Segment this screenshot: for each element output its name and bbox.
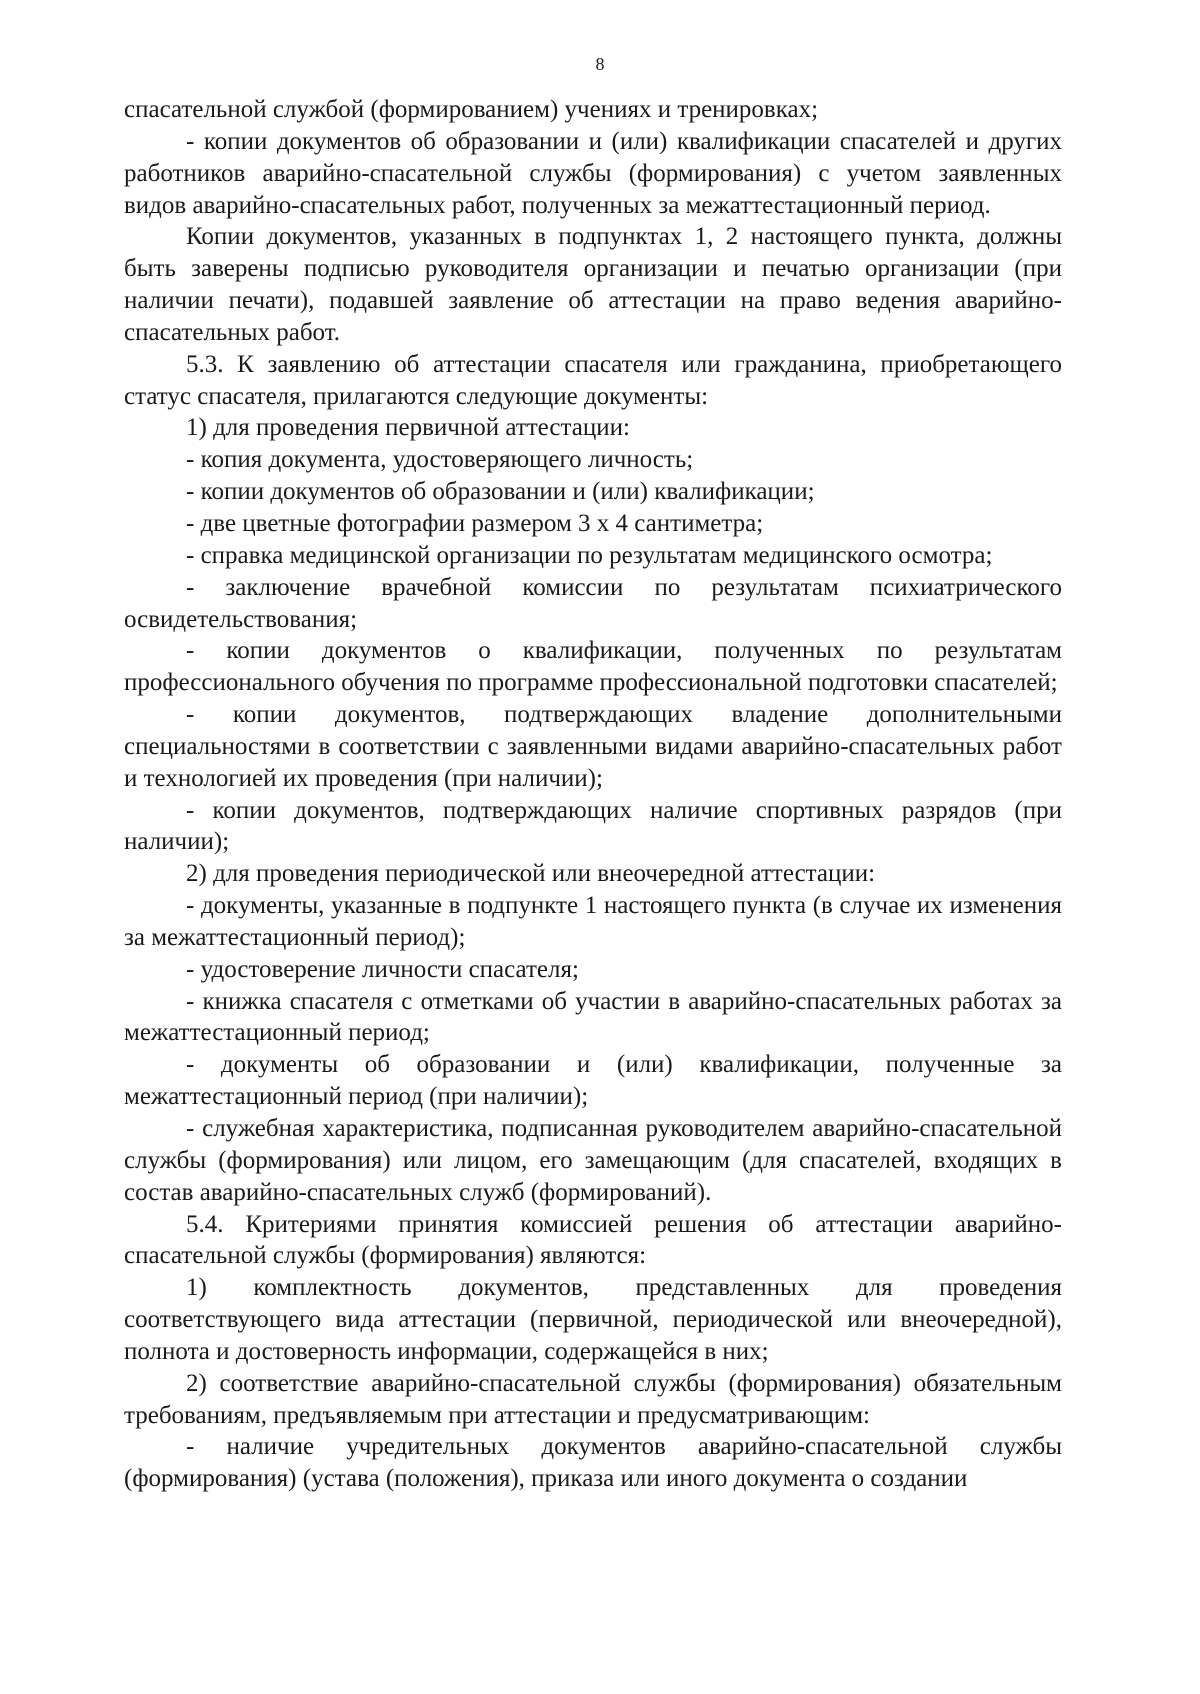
section-paragraph: 5.3. К заявлению об аттестации спасателя или гражданина, приобретающего статус спасателя, прилагаются следующие документы: — [124, 350, 1062, 410]
list-item: - документы об образовании и (или) квалификации, полученные за межаттестационный период (при наличии); — [124, 1051, 1062, 1111]
list-item: - книжка спасателя с отметками об участии в аварийно-спасательных работах за межаттестационный период; — [124, 987, 1062, 1047]
paragraph-continuation: спасательной службой (формированием) учениях и тренировках; — [124, 96, 819, 123]
subsection-heading: 2) для проведения периодической или внеочередной аттестации: — [186, 860, 876, 888]
list-item: - справка медицинской организации по результатам медицинского осмотра; — [186, 541, 993, 569]
list-item: - служебная характеристика, подписанная руководителем аварийно-спасательной службы (формирования) или лицом, его замещающим (для спасателей, входящих в состав аварийно-спасательных служб (формирований). — [124, 1115, 1062, 1206]
list-item: - копии документов об образовании и (или) квалификации; — [186, 478, 815, 506]
criteria-item: 2) соответствие аварийно-спасательной службы (формирования) обязательным требованиям, предъявляемым при аттестации и предусматривающим: — [124, 1369, 1062, 1429]
criteria-item: 1) комплектность документов, представленных для проведения соответствующего вида аттестации (первичной, периодической или внеочередной), полнота и достоверность информации, содержащейся в них; — [124, 1274, 1062, 1365]
list-item: - две цветные фотографии размером 3 х 4 сантиметра; — [186, 509, 764, 537]
list-item: - копия документа, удостоверяющего личность; — [186, 446, 694, 474]
section-paragraph: 5.4. Критериями принятия комиссией решения об аттестации аварийно-спасательной службы (формирования) являются: — [124, 1210, 1062, 1270]
list-item: - копии документов, подтверждающих наличие спортивных разрядов (при наличии); — [124, 796, 1062, 856]
paragraph: Копии документов, указанных в подпунктах 1, 2 настоящего пункта, должны быть заверены подписью руководителя организации и печатью организации (при наличии печати), подавшей заявление об аттестации на право ведения аварийно-спасательных работ. — [124, 223, 1062, 346]
list-item: - копии документов, подтверждающих владение дополнительными специальностями в соответствии с заявленными видами аварийно-спасательных работ и технологией их проведения (при наличии); — [124, 701, 1062, 792]
list-item: - удостоверение личности спасателя; — [186, 955, 579, 983]
list-item: - документы, указанные в подпункте 1 настоящего пункта (в случае их изменения за межаттестационный период); — [124, 892, 1062, 951]
subsection-heading: 1) для проведения первичной аттестации: — [186, 414, 630, 442]
list-item: - заключение врачебной комиссии по результатам психиатрического освидетельствования; — [124, 573, 1062, 633]
page-number: 8 — [595, 54, 605, 74]
list-item: - копии документов о квалификации, полученных по результатам профессионального обучения по программе профессиональной подготовки спасателей; — [124, 637, 1062, 697]
list-item: - наличие учредительных документов аварийно-спасательной службы (формирования) (устава (положения), приказа или иного документа о создании — [124, 1433, 1062, 1493]
list-item: - копии документов об образовании и (или) квалификации спасателей и других работников аварийно-спасательной службы (формирования) с учетом заявленных видов аварийно-спасательных работ, полученных за межаттестационный период. — [124, 127, 1062, 219]
document-body — [124, 94, 1062, 1495]
